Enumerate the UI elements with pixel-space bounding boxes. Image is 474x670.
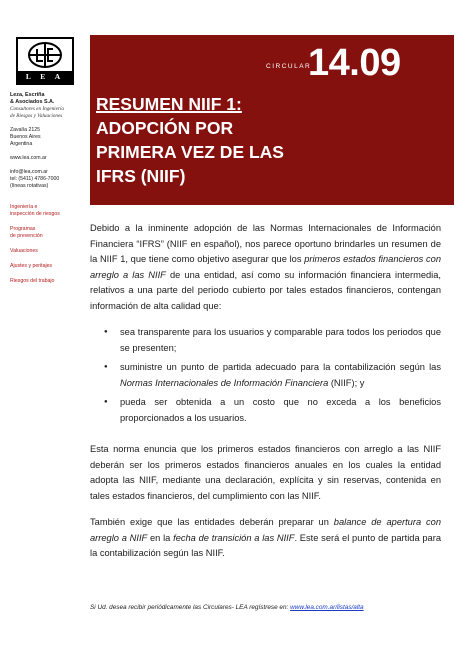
phone-text: tel: (5411) 4786-7000 [10, 176, 60, 182]
list-item [90, 395, 441, 426]
contact-block [10, 169, 86, 190]
title-line-3: PRIMERA VEZ DE LAS [96, 142, 284, 162]
title-line-1: RESUMEN NIIF 1: [96, 94, 242, 114]
address-country: Argentina [10, 141, 33, 147]
nav-item-valuaciones[interactable] [10, 248, 86, 255]
requirements-list [90, 325, 441, 426]
nav-item-ingenieria[interactable] [10, 204, 86, 218]
list-item [90, 325, 441, 356]
firm-name-line-1: Leza, Escriña [10, 92, 45, 98]
address-block [10, 127, 86, 148]
address-street: Zavalía 2125 [10, 127, 40, 133]
logo-emblem-icon [25, 40, 65, 70]
list-item-text-italic: Normas Internacionales de Información Financiera [120, 377, 329, 388]
title-banner [90, 35, 454, 205]
text-run: en la [147, 532, 174, 543]
logo-letters: L E A [18, 71, 72, 83]
email-text: info@lea.com.ar [10, 169, 48, 175]
text-run-italic: primeros estados financieros con arreglo a las NIIF [90, 254, 442, 280]
page-title [96, 92, 326, 188]
list-item-text: sea transparente para los usuarios y comparable para todos los periodos que se presenten; [120, 327, 441, 353]
nav-item-label: Programas [10, 226, 36, 232]
list-item-text: suministre un punto de partida adecuado para la contabilización según las [120, 362, 441, 372]
circular-number: 14.09 [308, 42, 401, 84]
list-item-text: pueda ser obtenida a un costo que no exceda a los beneficios proporcionados a los usuarios. [120, 397, 441, 423]
firm-subtitle-line-2: de Riesgos y Valuaciones [10, 113, 63, 119]
main-content [90, 221, 441, 573]
nav-item-label: Valuaciones [10, 248, 38, 254]
nav-item-riesgos[interactable] [10, 278, 86, 285]
nav-item-programas[interactable] [10, 226, 86, 240]
services-nav [10, 204, 86, 285]
firm-subtitle-line-1: Consultores en Ingeniería [10, 106, 64, 112]
nav-item-ajustes[interactable] [10, 263, 86, 270]
address-city: Buenos Aires [10, 134, 41, 140]
intro-paragraph [90, 221, 441, 314]
list-item [90, 360, 441, 391]
phone-note: (líneas rotativas) [10, 183, 49, 189]
text-run-italic: balance de apertura con arreglo a NIIF [90, 517, 441, 543]
list-item-text: (NIIF); y [328, 377, 365, 388]
title-line-2: ADOPCIÓN POR [96, 118, 234, 138]
nav-item-label: de prevención [10, 233, 43, 239]
text-run: Debido a la inminente adopción de las Normas Internacionales de Información Financiera “IFRS” (NIIF en español), nos parece oportuno brindarles un resumen de la NIIF 1, que tiene como objetivo asegurar que los [90, 223, 441, 264]
text-run: . Este será el punto de partida para la contabilización según las NIIF. [90, 532, 441, 558]
nav-item-label: Riesgos del trabajo [10, 278, 55, 284]
nav-item-label: Ingeniería e [10, 204, 38, 210]
norm-paragraph: Esta norma enuncia que los primeros estados financieros con arreglo a las NIIF deberán ser los primeros estados financieros anuales en los cuales la entidad adopta las NIIF, mediante una declaración, explícita y sin reservas, contenida en tales estados financieros, del cumplimiento con las NIIF. [90, 444, 441, 501]
logo-emblem [18, 39, 72, 71]
balance-paragraph [90, 515, 441, 562]
nav-item-label: Ajustes y peritajes [10, 263, 53, 269]
footer-text: Si Ud. desea recibir periódicamente las Circulares- LEA regístrese en: [90, 604, 291, 611]
website-text: www.lea.com.ar [10, 155, 47, 161]
company-logo [16, 37, 74, 85]
nav-item-label: inspección de riesgos [10, 211, 60, 217]
circular-label: CIRCULAR [266, 63, 312, 70]
sidebar [10, 92, 86, 293]
text-run: de una entidad, así como su información financiera intermedia, relativos a una parte del periodo cubierto por tales estados financieros, contengan información de alta calidad que: [90, 269, 441, 311]
text-run-italic: fecha de transición a las NIIF [173, 532, 295, 543]
title-line-4: IFRS (NIIF) [96, 166, 186, 186]
text-run: También exige que las entidades deberán preparar un [90, 517, 334, 527]
footer-note [90, 604, 364, 611]
subscribe-link[interactable]: www.lea.com.ar/listas/alta [290, 604, 364, 611]
firm-name-line-2: & Asociados S.A. [10, 99, 55, 105]
